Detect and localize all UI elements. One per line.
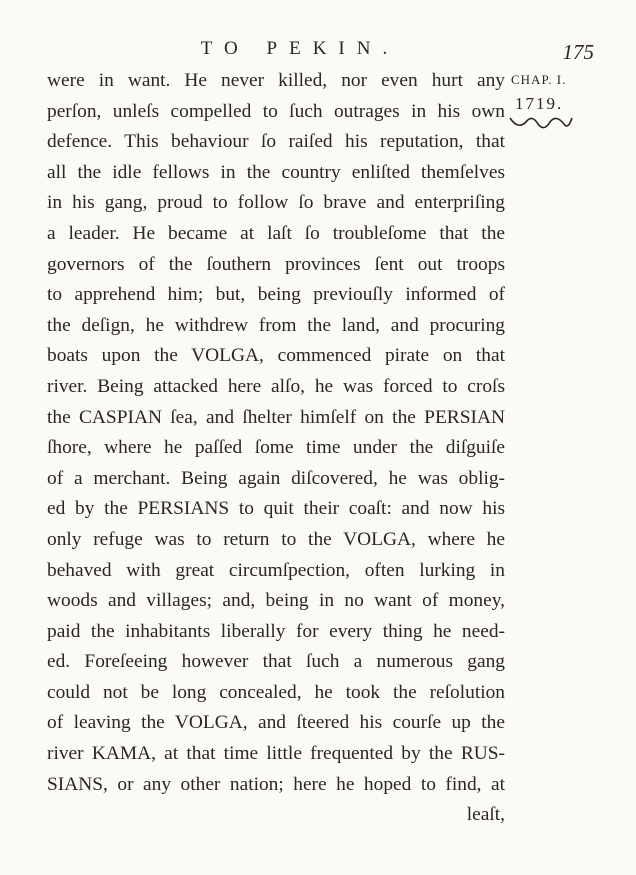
text-line: SIANS, or any other nation; here he hoped to find, at [47,773,505,795]
year-label: 1719. [515,94,564,113]
text-line: a leader. He became at laſt ſo troubleſome that the [47,222,505,244]
text-line: governors of the ſouthern provinces ſent out troops [47,253,505,275]
chapter-label: CHAP. I. [511,72,567,87]
text-line: could not be long concealed, he took the reſolution [47,681,505,703]
text-line: only refuge was to return to the VOLGA, where he [47,528,505,550]
text-line: defence. This behaviour ſo raiſed his reputation, that [47,131,505,153]
text-line: river. Being attacked here alſo, he was forced to croſs [47,375,505,397]
text-line: the deſign, he withdrew from the land, and procuring [47,314,505,336]
page-number: 175 [562,40,594,64]
body-text [47,66,505,831]
text-line: perſon, unleſs compelled to ſuch outrages in his own [47,100,505,122]
running-title: TO PEKIN. [200,38,400,59]
text-line: ed. Foreſeeing however that ſuch a numerous gang [47,651,505,673]
text-line: paid the inhabitants liberally for every thing he need- [47,620,505,642]
text-line: behaved with great circumſpection, often lurking in [47,559,505,581]
text-line: all the idle fellows in the country enliſted themſelves [47,161,505,183]
margin-note [511,72,566,114]
text-line: leaſt, [466,804,505,826]
text-line: boats upon the VOLGA, commenced pirate on that [47,345,505,367]
text-line: river KAMA, at that time little frequented by the RUS- [47,743,505,765]
text-line: of leaving the VOLGA, and ſteered his courſe up the [47,712,505,734]
text-line: in his gang, proud to follow ſo brave and enterpriſing [47,192,505,214]
text-line: woods and villages; and, being in no want of money, [47,590,505,612]
text-line: were in want. He never killed, nor even hurt any [47,70,505,91]
text-line: the CASPIAN ſea, and ſhelter himſelf on the PERSIAN [47,406,505,428]
flourish-ornament [508,110,574,134]
text-line: ſhore, where he paſſed ſome time under the diſguiſe [47,437,505,459]
text-line: of a merchant. Being again diſcovered, he was oblig- [47,467,505,489]
text-line: ed by the PERSIANS to quit their coaſt: and now his [47,498,505,520]
text-line: to apprehend him; but, being previouſly informed of [47,284,505,306]
